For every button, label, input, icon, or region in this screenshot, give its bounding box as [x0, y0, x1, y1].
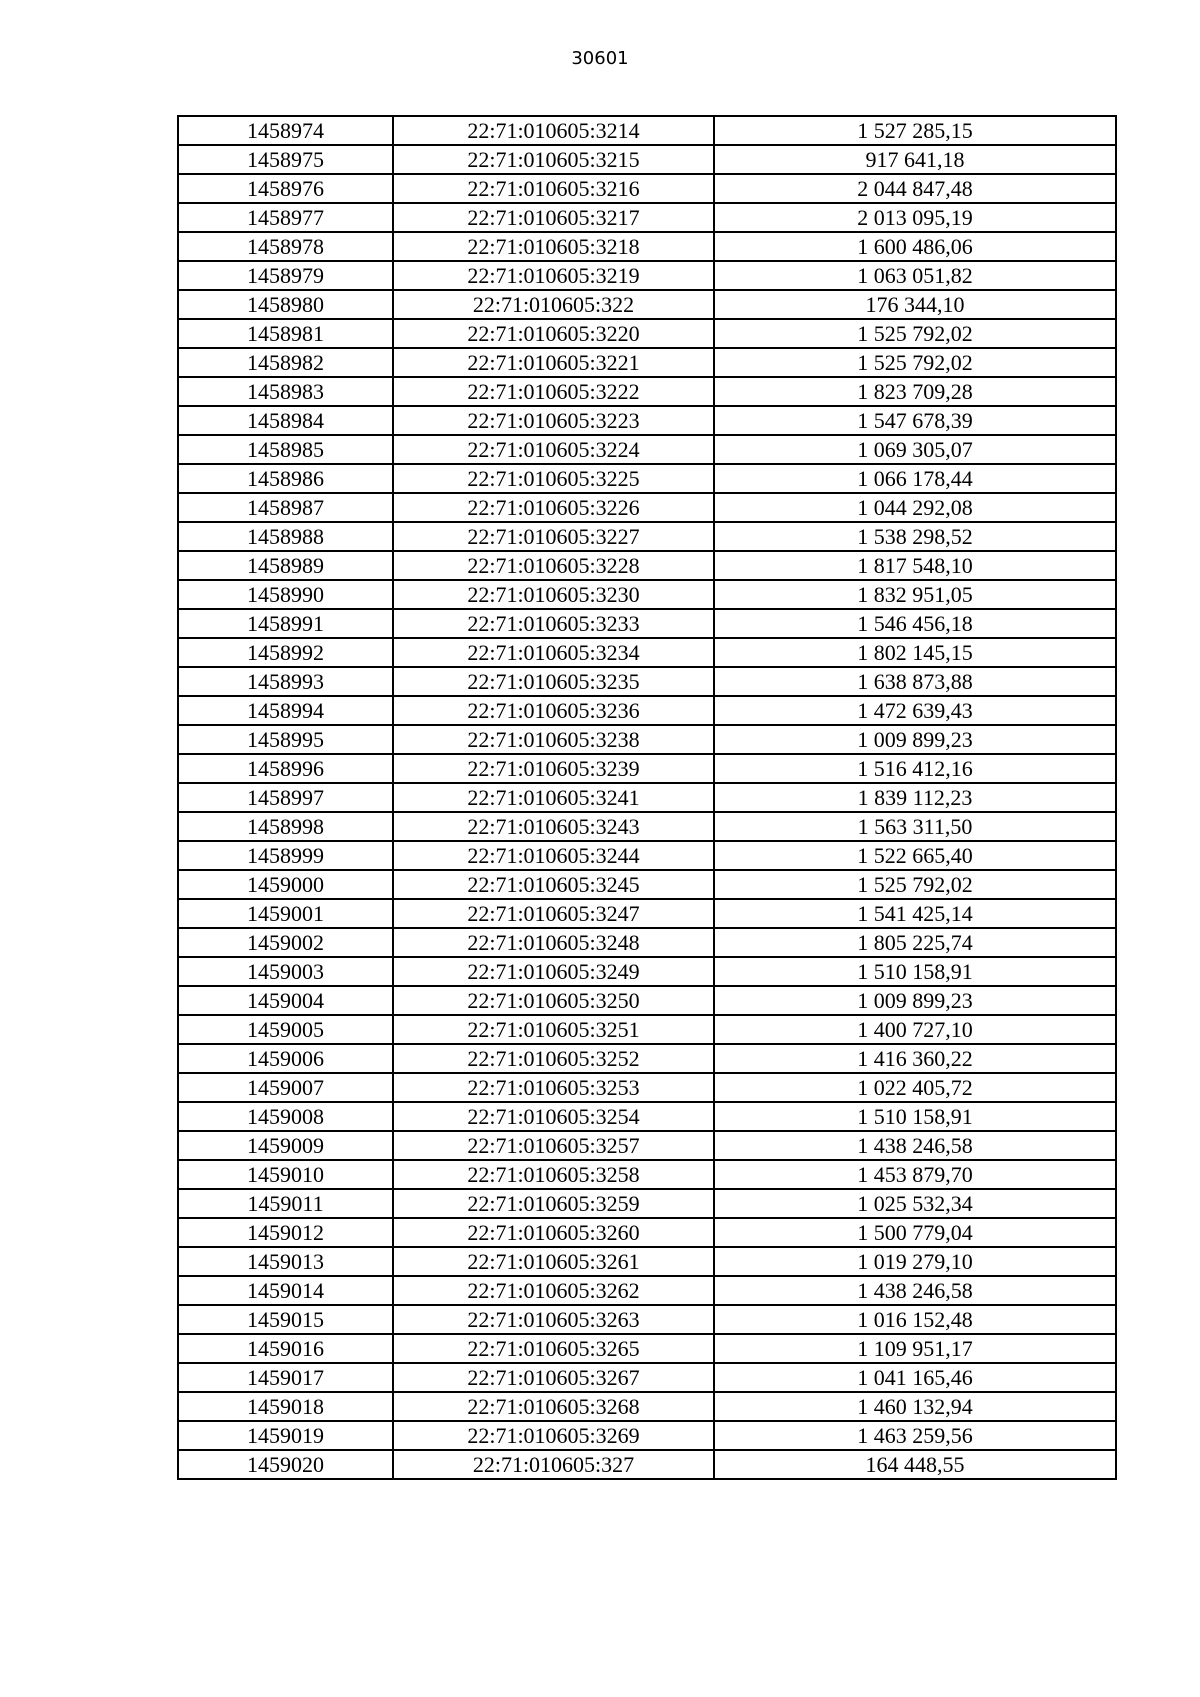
row-number-cell: 1459019: [178, 1421, 393, 1450]
table-row: [178, 1450, 1116, 1479]
row-number-cell: 1459013: [178, 1247, 393, 1276]
table-row: [178, 1102, 1116, 1131]
table-row: [178, 1160, 1116, 1189]
row-number-cell: 1458981: [178, 319, 393, 348]
table-row: [178, 783, 1116, 812]
cadastral-number-cell: 22:71:010605:3258: [393, 1160, 714, 1189]
cadastral-number-cell: 22:71:010605:3254: [393, 1102, 714, 1131]
table-row: [178, 1334, 1116, 1363]
cadastral-number-cell: 22:71:010605:3253: [393, 1073, 714, 1102]
row-number-cell: 1458988: [178, 522, 393, 551]
row-number-cell: 1458985: [178, 435, 393, 464]
cadastral-value-cell: 1 009 899,23: [714, 725, 1116, 754]
row-number-cell: 1458983: [178, 377, 393, 406]
row-number-cell: 1458982: [178, 348, 393, 377]
cadastral-number-cell: 22:71:010605:3219: [393, 261, 714, 290]
table-row: [178, 1247, 1116, 1276]
cadastral-number-cell: 22:71:010605:3217: [393, 203, 714, 232]
table-row: [178, 841, 1116, 870]
cadastral-value-cell: 1 541 425,14: [714, 899, 1116, 928]
row-number-cell: 1459008: [178, 1102, 393, 1131]
table-row: [178, 522, 1116, 551]
table-row: [178, 1189, 1116, 1218]
table-row: [178, 609, 1116, 638]
row-number-cell: 1459006: [178, 1044, 393, 1073]
cadastral-value-cell: 1 016 152,48: [714, 1305, 1116, 1334]
cadastral-number-cell: 22:71:010605:3235: [393, 667, 714, 696]
row-number-cell: 1458997: [178, 783, 393, 812]
cadastral-number-cell: 22:71:010605:3251: [393, 1015, 714, 1044]
cadastral-value-cell: 1 525 792,02: [714, 348, 1116, 377]
table-row: [178, 1276, 1116, 1305]
row-number-cell: 1459015: [178, 1305, 393, 1334]
cadastral-value-cell: 1 044 292,08: [714, 493, 1116, 522]
table-row: [178, 464, 1116, 493]
cadastral-value-cell: 1 066 178,44: [714, 464, 1116, 493]
cadastral-value-cell: 1 522 665,40: [714, 841, 1116, 870]
table-row: [178, 1392, 1116, 1421]
cadastral-value-cell: 1 019 279,10: [714, 1247, 1116, 1276]
table-row: [178, 174, 1116, 203]
cadastral-number-cell: 22:71:010605:3252: [393, 1044, 714, 1073]
cadastral-value-cell: 1 069 305,07: [714, 435, 1116, 464]
row-number-cell: 1458980: [178, 290, 393, 319]
cadastral-value-cell: 1 802 145,15: [714, 638, 1116, 667]
cadastral-number-cell: 22:71:010605:3225: [393, 464, 714, 493]
table-row: [178, 1015, 1116, 1044]
cadastral-value-cell: 1 022 405,72: [714, 1073, 1116, 1102]
table-row: [178, 232, 1116, 261]
cadastral-value-cell: 1 547 678,39: [714, 406, 1116, 435]
cadastral-value-cell: 1 463 259,56: [714, 1421, 1116, 1450]
cadastral-value-cell: 1 832 951,05: [714, 580, 1116, 609]
cadastral-number-cell: 22:71:010605:3221: [393, 348, 714, 377]
row-number-cell: 1458977: [178, 203, 393, 232]
row-number-cell: 1458992: [178, 638, 393, 667]
cadastral-value-cell: 176 344,10: [714, 290, 1116, 319]
cadastral-number-cell: 22:71:010605:3215: [393, 145, 714, 174]
cadastral-number-cell: 22:71:010605:322: [393, 290, 714, 319]
cadastral-value-cell: 1 817 548,10: [714, 551, 1116, 580]
cadastral-value-cell: 1 438 246,58: [714, 1276, 1116, 1305]
row-number-cell: 1459010: [178, 1160, 393, 1189]
row-number-cell: 1459007: [178, 1073, 393, 1102]
cadastral-value-cell: 1 510 158,91: [714, 1102, 1116, 1131]
cadastral-value-cell: 1 839 112,23: [714, 783, 1116, 812]
cadastral-value-cell: 1 638 873,88: [714, 667, 1116, 696]
cadastral-number-cell: 22:71:010605:3268: [393, 1392, 714, 1421]
row-number-cell: 1458998: [178, 812, 393, 841]
cadastral-value-cell: 1 516 412,16: [714, 754, 1116, 783]
cadastral-number-cell: 22:71:010605:3245: [393, 870, 714, 899]
cadastral-number-cell: 22:71:010605:3238: [393, 725, 714, 754]
cadastral-value-cell: 1 510 158,91: [714, 957, 1116, 986]
cadastral-number-cell: 22:71:010605:3265: [393, 1334, 714, 1363]
cadastral-value-cell: 1 527 285,15: [714, 116, 1116, 145]
row-number-cell: 1459002: [178, 928, 393, 957]
row-number-cell: 1458975: [178, 145, 393, 174]
row-number-cell: 1459016: [178, 1334, 393, 1363]
cadastral-number-cell: 22:71:010605:3267: [393, 1363, 714, 1392]
table-row: [178, 957, 1116, 986]
table-row: [178, 493, 1116, 522]
row-number-cell: 1458996: [178, 754, 393, 783]
table-row: [178, 667, 1116, 696]
row-number-cell: 1458986: [178, 464, 393, 493]
cadastral-number-cell: 22:71:010605:3248: [393, 928, 714, 957]
row-number-cell: 1459011: [178, 1189, 393, 1218]
row-number-cell: 1459012: [178, 1218, 393, 1247]
cadastral-value-cell: 164 448,55: [714, 1450, 1116, 1479]
table-row: [178, 1218, 1116, 1247]
row-number-cell: 1459004: [178, 986, 393, 1015]
cadastral-value-cell: 1 109 951,17: [714, 1334, 1116, 1363]
table-row: [178, 203, 1116, 232]
table-row: [178, 928, 1116, 957]
cadastral-value-cell: 1 009 899,23: [714, 986, 1116, 1015]
cadastral-number-cell: 22:71:010605:3243: [393, 812, 714, 841]
table-row: [178, 348, 1116, 377]
cadastral-number-cell: 22:71:010605:3236: [393, 696, 714, 725]
table-row: [178, 551, 1116, 580]
cadastral-value-cell: 1 823 709,28: [714, 377, 1116, 406]
row-number-cell: 1458979: [178, 261, 393, 290]
table-row: [178, 435, 1116, 464]
row-number-cell: 1458993: [178, 667, 393, 696]
cadastral-number-cell: 22:71:010605:3228: [393, 551, 714, 580]
row-number-cell: 1458984: [178, 406, 393, 435]
cadastral-value-cell: 1 416 360,22: [714, 1044, 1116, 1073]
row-number-cell: 1459018: [178, 1392, 393, 1421]
cadastral-number-cell: 22:71:010605:327: [393, 1450, 714, 1479]
cadastral-number-cell: 22:71:010605:3230: [393, 580, 714, 609]
table-row: [178, 870, 1116, 899]
table-row: [178, 638, 1116, 667]
row-number-cell: 1458990: [178, 580, 393, 609]
cadastral-value-cell: 1 525 792,02: [714, 319, 1116, 348]
cadastral-number-cell: 22:71:010605:3233: [393, 609, 714, 638]
row-number-cell: 1458989: [178, 551, 393, 580]
cadastral-number-cell: 22:71:010605:3259: [393, 1189, 714, 1218]
row-number-cell: 1458995: [178, 725, 393, 754]
cadastral-number-cell: 22:71:010605:3244: [393, 841, 714, 870]
cadastral-value-cell: 1 525 792,02: [714, 870, 1116, 899]
table-row: [178, 319, 1116, 348]
row-number-cell: 1459005: [178, 1015, 393, 1044]
cadastral-number-cell: 22:71:010605:3241: [393, 783, 714, 812]
table-row: [178, 986, 1116, 1015]
cadastral-number-cell: 22:71:010605:3224: [393, 435, 714, 464]
row-number-cell: 1458976: [178, 174, 393, 203]
table-row: [178, 145, 1116, 174]
cadastral-value-cell: 1 538 298,52: [714, 522, 1116, 551]
cadastral-value-cell: 1 546 456,18: [714, 609, 1116, 638]
cadastral-number-cell: 22:71:010605:3220: [393, 319, 714, 348]
cadastral-number-cell: 22:71:010605:3261: [393, 1247, 714, 1276]
row-number-cell: 1458974: [178, 116, 393, 145]
row-number-cell: 1459014: [178, 1276, 393, 1305]
cadastral-number-cell: 22:71:010605:3257: [393, 1131, 714, 1160]
cadastral-value-cell: 1 472 639,43: [714, 696, 1116, 725]
cadastral-value-cell: 917 641,18: [714, 145, 1116, 174]
cadastral-number-cell: 22:71:010605:3222: [393, 377, 714, 406]
cadastral-number-cell: 22:71:010605:3249: [393, 957, 714, 986]
cadastral-value-cell: 2 013 095,19: [714, 203, 1116, 232]
cadastral-value-cell: 1 805 225,74: [714, 928, 1116, 957]
row-number-cell: 1458978: [178, 232, 393, 261]
cadastral-value-cell: 2 044 847,48: [714, 174, 1116, 203]
cadastral-number-cell: 22:71:010605:3250: [393, 986, 714, 1015]
cadastral-number-cell: 22:71:010605:3247: [393, 899, 714, 928]
row-number-cell: 1458991: [178, 609, 393, 638]
row-number-cell: 1458987: [178, 493, 393, 522]
row-number-cell: 1459009: [178, 1131, 393, 1160]
table-row: [178, 812, 1116, 841]
cadastral-value-cell: 1 563 311,50: [714, 812, 1116, 841]
table-row: [178, 1073, 1116, 1102]
cadastral-value-cell: 1 460 132,94: [714, 1392, 1116, 1421]
cadastral-value-cell: 1 400 727,10: [714, 1015, 1116, 1044]
cadastral-number-cell: 22:71:010605:3234: [393, 638, 714, 667]
table-row: [178, 754, 1116, 783]
table-row: [178, 406, 1116, 435]
table-row: [178, 1305, 1116, 1334]
cadastral-value-cell: 1 041 165,46: [714, 1363, 1116, 1392]
cadastral-value-cell: 1 063 051,82: [714, 261, 1116, 290]
cadastral-number-cell: 22:71:010605:3262: [393, 1276, 714, 1305]
row-number-cell: 1458994: [178, 696, 393, 725]
cadastral-number-cell: 22:71:010605:3260: [393, 1218, 714, 1247]
cadastral-number-cell: 22:71:010605:3214: [393, 116, 714, 145]
cadastral-value-cell: 1 453 879,70: [714, 1160, 1116, 1189]
cadastral-number-cell: 22:71:010605:3227: [393, 522, 714, 551]
cadastral-value-table: [177, 115, 1117, 1480]
table-row: [178, 290, 1116, 319]
cadastral-number-cell: 22:71:010605:3223: [393, 406, 714, 435]
cadastral-number-cell: 22:71:010605:3239: [393, 754, 714, 783]
cadastral-value-cell: 1 600 486,06: [714, 232, 1116, 261]
row-number-cell: 1459020: [178, 1450, 393, 1479]
table-row: [178, 1131, 1116, 1160]
table-row: [178, 1044, 1116, 1073]
cadastral-number-cell: 22:71:010605:3218: [393, 232, 714, 261]
table-row: [178, 725, 1116, 754]
cadastral-number-cell: 22:71:010605:3263: [393, 1305, 714, 1334]
cadastral-value-cell: 1 025 532,34: [714, 1189, 1116, 1218]
table-row: [178, 580, 1116, 609]
table-row: [178, 1363, 1116, 1392]
row-number-cell: 1459001: [178, 899, 393, 928]
table-row: [178, 116, 1116, 145]
table-row: [178, 696, 1116, 725]
row-number-cell: 1459017: [178, 1363, 393, 1392]
cadastral-value-cell: 1 438 246,58: [714, 1131, 1116, 1160]
row-number-cell: 1459000: [178, 870, 393, 899]
page-number: 30601: [571, 48, 629, 69]
cadastral-value-cell: 1 500 779,04: [714, 1218, 1116, 1247]
cadastral-number-cell: 22:71:010605:3216: [393, 174, 714, 203]
table-row: [178, 899, 1116, 928]
table-row: [178, 377, 1116, 406]
row-number-cell: 1459003: [178, 957, 393, 986]
table-row: [178, 261, 1116, 290]
row-number-cell: 1458999: [178, 841, 393, 870]
cadastral-number-cell: 22:71:010605:3269: [393, 1421, 714, 1450]
cadastral-number-cell: 22:71:010605:3226: [393, 493, 714, 522]
table-row: [178, 1421, 1116, 1450]
table-body: [178, 116, 1116, 1479]
